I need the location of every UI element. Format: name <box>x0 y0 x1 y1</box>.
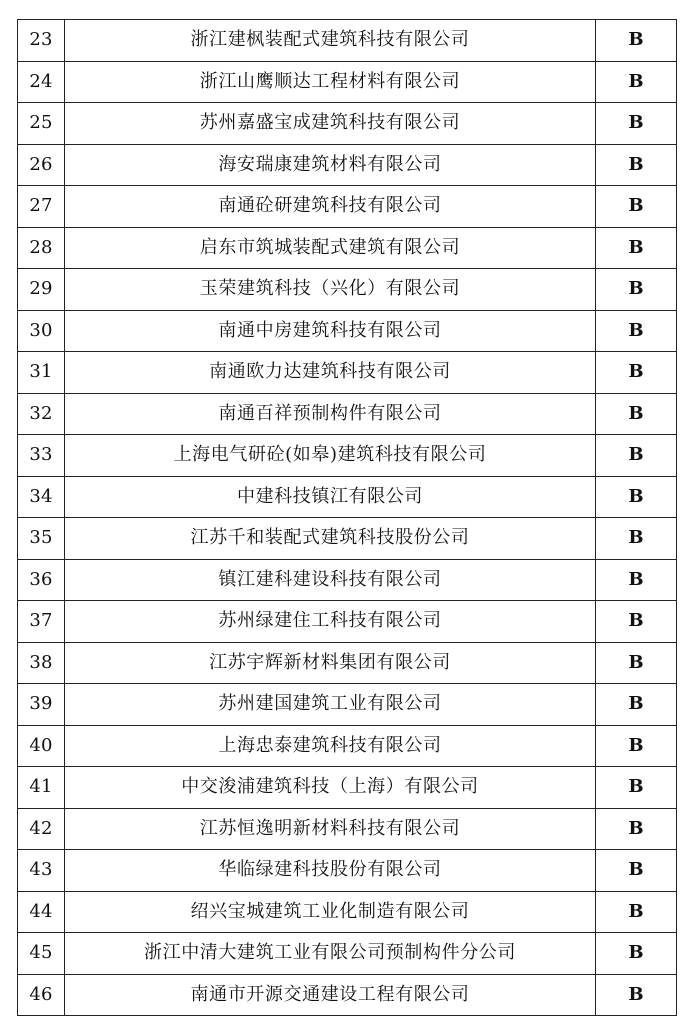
table-row <box>18 601 677 643</box>
company-name: 上海忠泰建筑科技有限公司 <box>65 725 596 767</box>
grade-cell: B <box>596 684 677 726</box>
table-row <box>18 227 677 269</box>
table-row <box>18 352 677 394</box>
grade-cell: B <box>596 850 677 892</box>
row-number: 32 <box>18 393 65 435</box>
table-row <box>18 684 677 726</box>
row-number: 25 <box>18 103 65 145</box>
table-row <box>18 808 677 850</box>
company-name: 南通欧力达建筑科技有限公司 <box>65 352 596 394</box>
table-row <box>18 61 677 103</box>
row-number: 36 <box>18 559 65 601</box>
grade-cell: B <box>596 20 677 62</box>
company-name: 苏州建国建筑工业有限公司 <box>65 684 596 726</box>
table-row <box>18 476 677 518</box>
row-number: 24 <box>18 61 65 103</box>
company-name: 南通市开源交通建设工程有限公司 <box>65 974 596 1016</box>
company-name: 绍兴宝城建筑工业化制造有限公司 <box>65 891 596 933</box>
row-number: 33 <box>18 435 65 477</box>
company-name: 浙江建枫装配式建筑科技有限公司 <box>65 20 596 62</box>
company-name: 江苏恒逸明新材料科技有限公司 <box>65 808 596 850</box>
grade-cell: B <box>596 518 677 560</box>
grade-cell: B <box>596 61 677 103</box>
row-number: 45 <box>18 933 65 975</box>
table-row <box>18 269 677 311</box>
grade-cell: B <box>596 352 677 394</box>
table-row <box>18 186 677 228</box>
grade-cell: B <box>596 933 677 975</box>
table-row <box>18 642 677 684</box>
company-name: 苏州绿建住工科技有限公司 <box>65 601 596 643</box>
row-number: 27 <box>18 186 65 228</box>
company-name: 华临绿建科技股份有限公司 <box>65 850 596 892</box>
grade-cell: B <box>596 808 677 850</box>
row-number: 40 <box>18 725 65 767</box>
company-name: 浙江中清大建筑工业有限公司预制构件分公司 <box>65 933 596 975</box>
company-name: 启东市筑城装配式建筑有限公司 <box>65 227 596 269</box>
grade-cell: B <box>596 435 677 477</box>
row-number: 35 <box>18 518 65 560</box>
row-number: 31 <box>18 352 65 394</box>
table-row <box>18 559 677 601</box>
row-number: 28 <box>18 227 65 269</box>
grade-cell: B <box>596 642 677 684</box>
company-rating-table <box>17 19 677 1016</box>
grade-cell: B <box>596 974 677 1016</box>
company-name: 镇江建科建设科技有限公司 <box>65 559 596 601</box>
table-row <box>18 767 677 809</box>
row-number: 43 <box>18 850 65 892</box>
company-name: 南通百祥预制构件有限公司 <box>65 393 596 435</box>
row-number: 30 <box>18 310 65 352</box>
table-row <box>18 725 677 767</box>
table-body <box>18 20 677 1016</box>
grade-cell: B <box>596 103 677 145</box>
grade-cell: B <box>596 227 677 269</box>
company-name: 南通中房建筑科技有限公司 <box>65 310 596 352</box>
row-number: 26 <box>18 144 65 186</box>
grade-cell: B <box>596 476 677 518</box>
row-number: 29 <box>18 269 65 311</box>
row-number: 39 <box>18 684 65 726</box>
table-row <box>18 310 677 352</box>
company-name: 中交浚浦建筑科技（上海）有限公司 <box>65 767 596 809</box>
row-number: 41 <box>18 767 65 809</box>
table-row <box>18 891 677 933</box>
grade-cell: B <box>596 144 677 186</box>
company-name: 浙江山鹰顺达工程材料有限公司 <box>65 61 596 103</box>
row-number: 37 <box>18 601 65 643</box>
row-number: 44 <box>18 891 65 933</box>
row-number: 23 <box>18 20 65 62</box>
company-name: 南通砼研建筑科技有限公司 <box>65 186 596 228</box>
table-row <box>18 933 677 975</box>
table-row <box>18 518 677 560</box>
company-name: 江苏宇辉新材料集团有限公司 <box>65 642 596 684</box>
table-row <box>18 103 677 145</box>
grade-cell: B <box>596 725 677 767</box>
table-row <box>18 435 677 477</box>
row-number: 34 <box>18 476 65 518</box>
row-number: 42 <box>18 808 65 850</box>
table-row <box>18 393 677 435</box>
grade-cell: B <box>596 310 677 352</box>
company-name: 江苏千和装配式建筑科技股份公司 <box>65 518 596 560</box>
table-row <box>18 20 677 62</box>
row-number: 46 <box>18 974 65 1016</box>
grade-cell: B <box>596 269 677 311</box>
table-row <box>18 144 677 186</box>
table-row <box>18 850 677 892</box>
company-name: 上海电气研砼(如皋)建筑科技有限公司 <box>65 435 596 477</box>
grade-cell: B <box>596 393 677 435</box>
company-name: 苏州嘉盛宝成建筑科技有限公司 <box>65 103 596 145</box>
grade-cell: B <box>596 601 677 643</box>
company-name: 海安瑞康建筑材料有限公司 <box>65 144 596 186</box>
grade-cell: B <box>596 559 677 601</box>
grade-cell: B <box>596 767 677 809</box>
table-row <box>18 974 677 1016</box>
grade-cell: B <box>596 891 677 933</box>
company-name: 中建科技镇江有限公司 <box>65 476 596 518</box>
grade-cell: B <box>596 186 677 228</box>
company-name: 玉荣建筑科技（兴化）有限公司 <box>65 269 596 311</box>
row-number: 38 <box>18 642 65 684</box>
